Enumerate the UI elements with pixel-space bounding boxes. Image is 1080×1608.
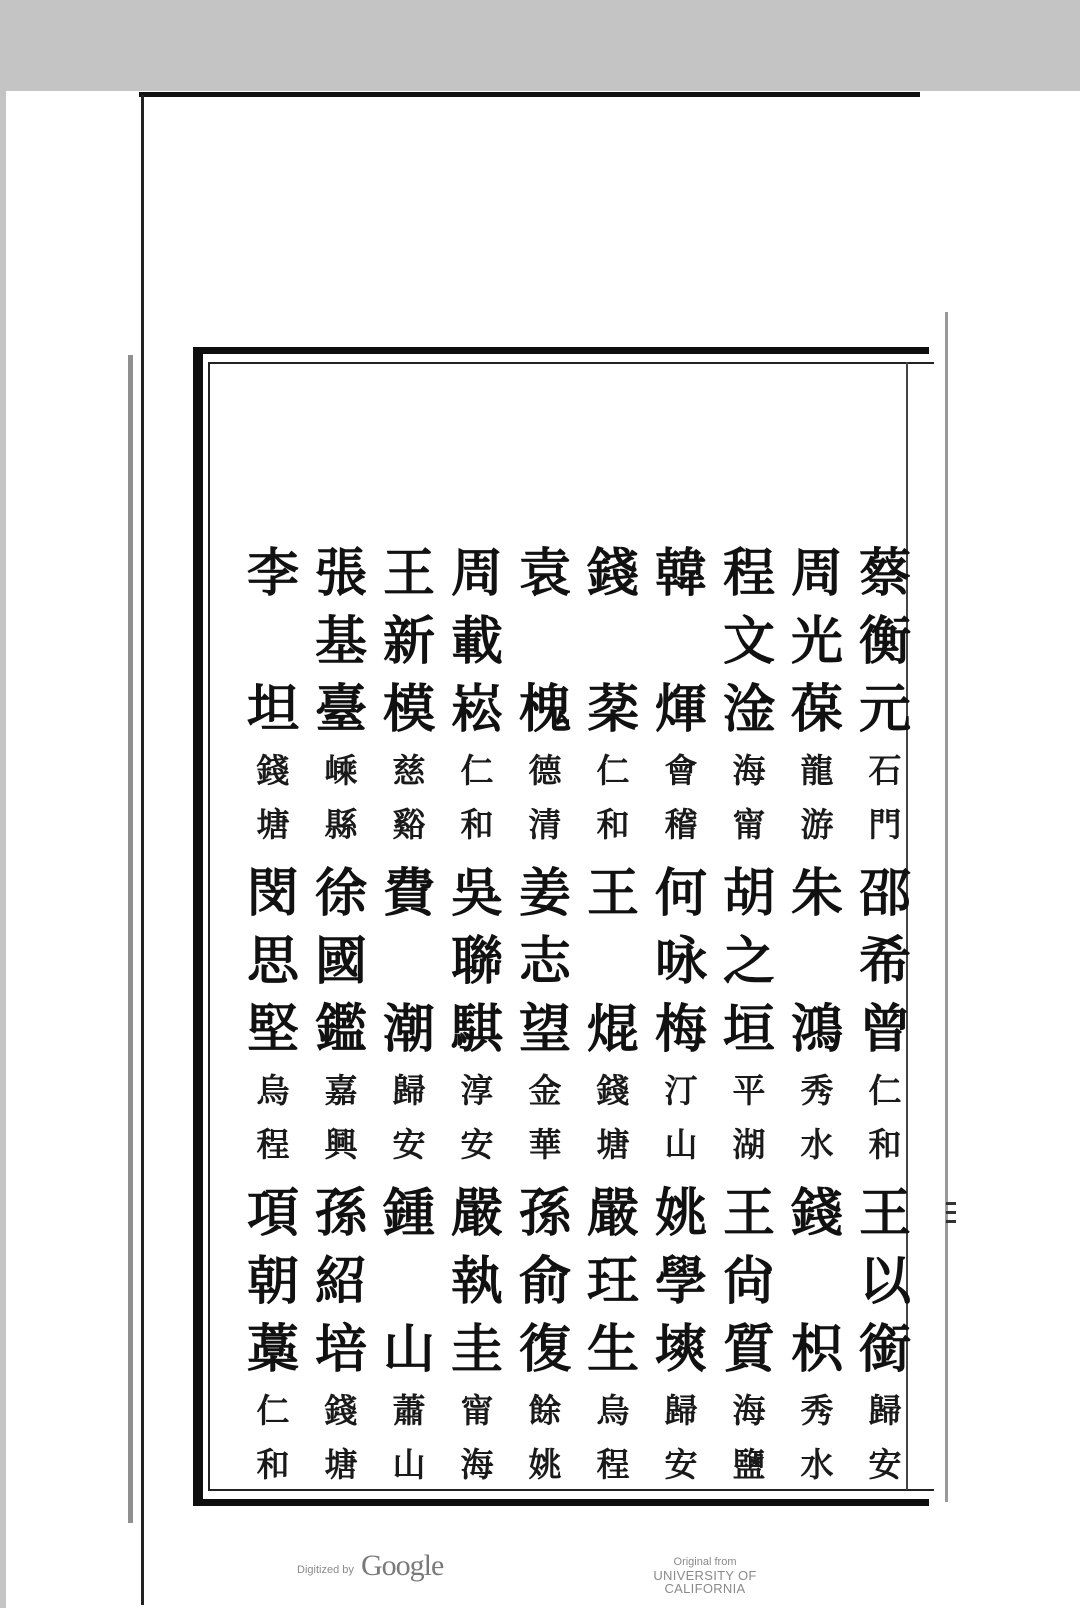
name-entry [240, 1180, 306, 1500]
text-frame-inner-left [208, 362, 210, 1490]
name-entry [512, 860, 578, 1180]
name-entry [308, 860, 374, 1180]
person-name: 蔡 衡 元 [858, 543, 911, 740]
person-name: 王 尙 質 [722, 1183, 775, 1380]
native-place: 龍 游 [800, 751, 834, 844]
person-name: 錢 枳 [790, 1183, 843, 1380]
name-entry [852, 1180, 918, 1500]
native-place: 甯 海 [460, 1391, 494, 1484]
person-name: 吳 聯 騏 [450, 863, 503, 1060]
name-entry [716, 540, 782, 860]
native-place: 烏 程 [596, 1391, 630, 1484]
original-from-credit [620, 1556, 790, 1595]
native-place: 秀 水 [800, 1071, 834, 1164]
native-place: 德 清 [528, 751, 562, 844]
person-name: 周 載 崧 [450, 543, 503, 740]
native-place: 歸 安 [392, 1071, 426, 1164]
name-entry [784, 1180, 850, 1500]
name-entry [580, 540, 646, 860]
name-entry [784, 540, 850, 860]
native-place: 嵊 縣 [324, 751, 358, 844]
university-label: UNIVERSITY OF CALIFORNIA [653, 1568, 757, 1596]
person-name: 王 以 銜 [858, 1183, 911, 1380]
name-entry [376, 1180, 442, 1500]
native-place: 慈 谿 [392, 751, 426, 844]
person-name: 張 基 臺 [314, 543, 367, 740]
person-name: 邵 希 曾 [858, 863, 911, 1060]
native-place: 會 稽 [664, 751, 698, 844]
native-place: 海 鹽 [732, 1391, 766, 1484]
person-name: 閔 思 堅 [246, 863, 299, 1060]
person-name: 程 文 淦 [722, 543, 775, 740]
page-shadow-edge [128, 355, 133, 1523]
text-column [308, 540, 374, 1500]
native-place: 仁 和 [256, 1391, 290, 1484]
page-right-edge [945, 312, 948, 1502]
native-place: 金 華 [528, 1071, 562, 1164]
native-place: 烏 程 [256, 1071, 290, 1164]
name-entry [716, 1180, 782, 1500]
native-place: 餘 姚 [528, 1391, 562, 1484]
native-place: 嘉 興 [324, 1071, 358, 1164]
folio-marks [946, 1196, 958, 1266]
name-entry [308, 1180, 374, 1500]
name-entry [512, 540, 578, 860]
text-column [240, 540, 306, 1500]
native-place: 錢 塘 [256, 751, 290, 844]
text-column [512, 540, 578, 1500]
person-name: 王 焜 [586, 863, 639, 1060]
text-frame-inner-top [208, 362, 934, 364]
name-entry [240, 860, 306, 1180]
native-place: 錢 塘 [596, 1071, 630, 1164]
text-column [444, 540, 510, 1500]
name-entry [648, 1180, 714, 1500]
name-entry [444, 860, 510, 1180]
person-name: 錢 棻 [586, 543, 639, 740]
person-name: 嚴 執 圭 [450, 1183, 503, 1380]
text-column [648, 540, 714, 1500]
person-name: 姚 學 塽 [654, 1183, 707, 1380]
name-entry [716, 860, 782, 1180]
person-name: 韓 煇 [654, 543, 707, 740]
person-name: 何 咏 梅 [654, 863, 707, 1060]
name-entry [648, 860, 714, 1180]
native-place: 石 門 [868, 751, 902, 844]
native-place: 仁 和 [596, 751, 630, 844]
person-name: 袁 槐 [518, 543, 571, 740]
text-column [716, 540, 782, 1500]
person-name: 費 潮 [382, 863, 435, 1060]
native-place: 仁 和 [460, 751, 494, 844]
native-place: 汀 山 [664, 1071, 698, 1164]
name-entry [376, 540, 442, 860]
text-column [852, 540, 918, 1500]
name-entry [444, 1180, 510, 1500]
name-entry [376, 860, 442, 1180]
name-entry [852, 860, 918, 1180]
page-binding-edge [141, 95, 144, 1605]
person-name: 姜 志 望 [518, 863, 571, 1060]
person-name: 孫 紹 培 [314, 1183, 367, 1380]
native-place: 平 湖 [732, 1071, 766, 1164]
google-logo: Google [361, 1549, 444, 1582]
person-name: 胡 之 垣 [722, 863, 775, 1060]
name-entry [648, 540, 714, 860]
name-entry [308, 540, 374, 860]
person-name: 徐 國 鑑 [314, 863, 367, 1060]
person-name: 鍾 山 [382, 1183, 435, 1380]
native-place: 歸 安 [868, 1391, 902, 1484]
page-top-edge [139, 92, 920, 97]
native-place: 錢 塘 [324, 1391, 358, 1484]
native-place: 海 甯 [732, 751, 766, 844]
person-name: 孫 俞 復 [518, 1183, 571, 1380]
native-place: 秀 水 [800, 1391, 834, 1484]
person-name: 李 坦 [246, 543, 299, 740]
native-place: 蕭 山 [392, 1391, 426, 1484]
digitized-by-label: Digitized by [297, 1564, 354, 1576]
native-place: 歸 安 [664, 1391, 698, 1484]
person-name: 嚴 玨 生 [586, 1183, 639, 1380]
name-entry [784, 860, 850, 1180]
native-place: 淳 安 [460, 1071, 494, 1164]
person-name: 周 光 葆 [790, 543, 843, 740]
person-name: 朱 鴻 [790, 863, 843, 1060]
name-entry [580, 1180, 646, 1500]
name-entry [580, 860, 646, 1180]
name-entry [512, 1180, 578, 1500]
original-from-label: Original from [673, 1556, 737, 1568]
name-entry [444, 540, 510, 860]
text-column [580, 540, 646, 1500]
text-column [376, 540, 442, 1500]
person-name: 項 朝 藁 [246, 1183, 299, 1380]
person-name: 王 新 模 [382, 543, 435, 740]
native-place: 仁 和 [868, 1071, 902, 1164]
name-entry [240, 540, 306, 860]
text-column [784, 540, 850, 1500]
name-entry [852, 540, 918, 860]
